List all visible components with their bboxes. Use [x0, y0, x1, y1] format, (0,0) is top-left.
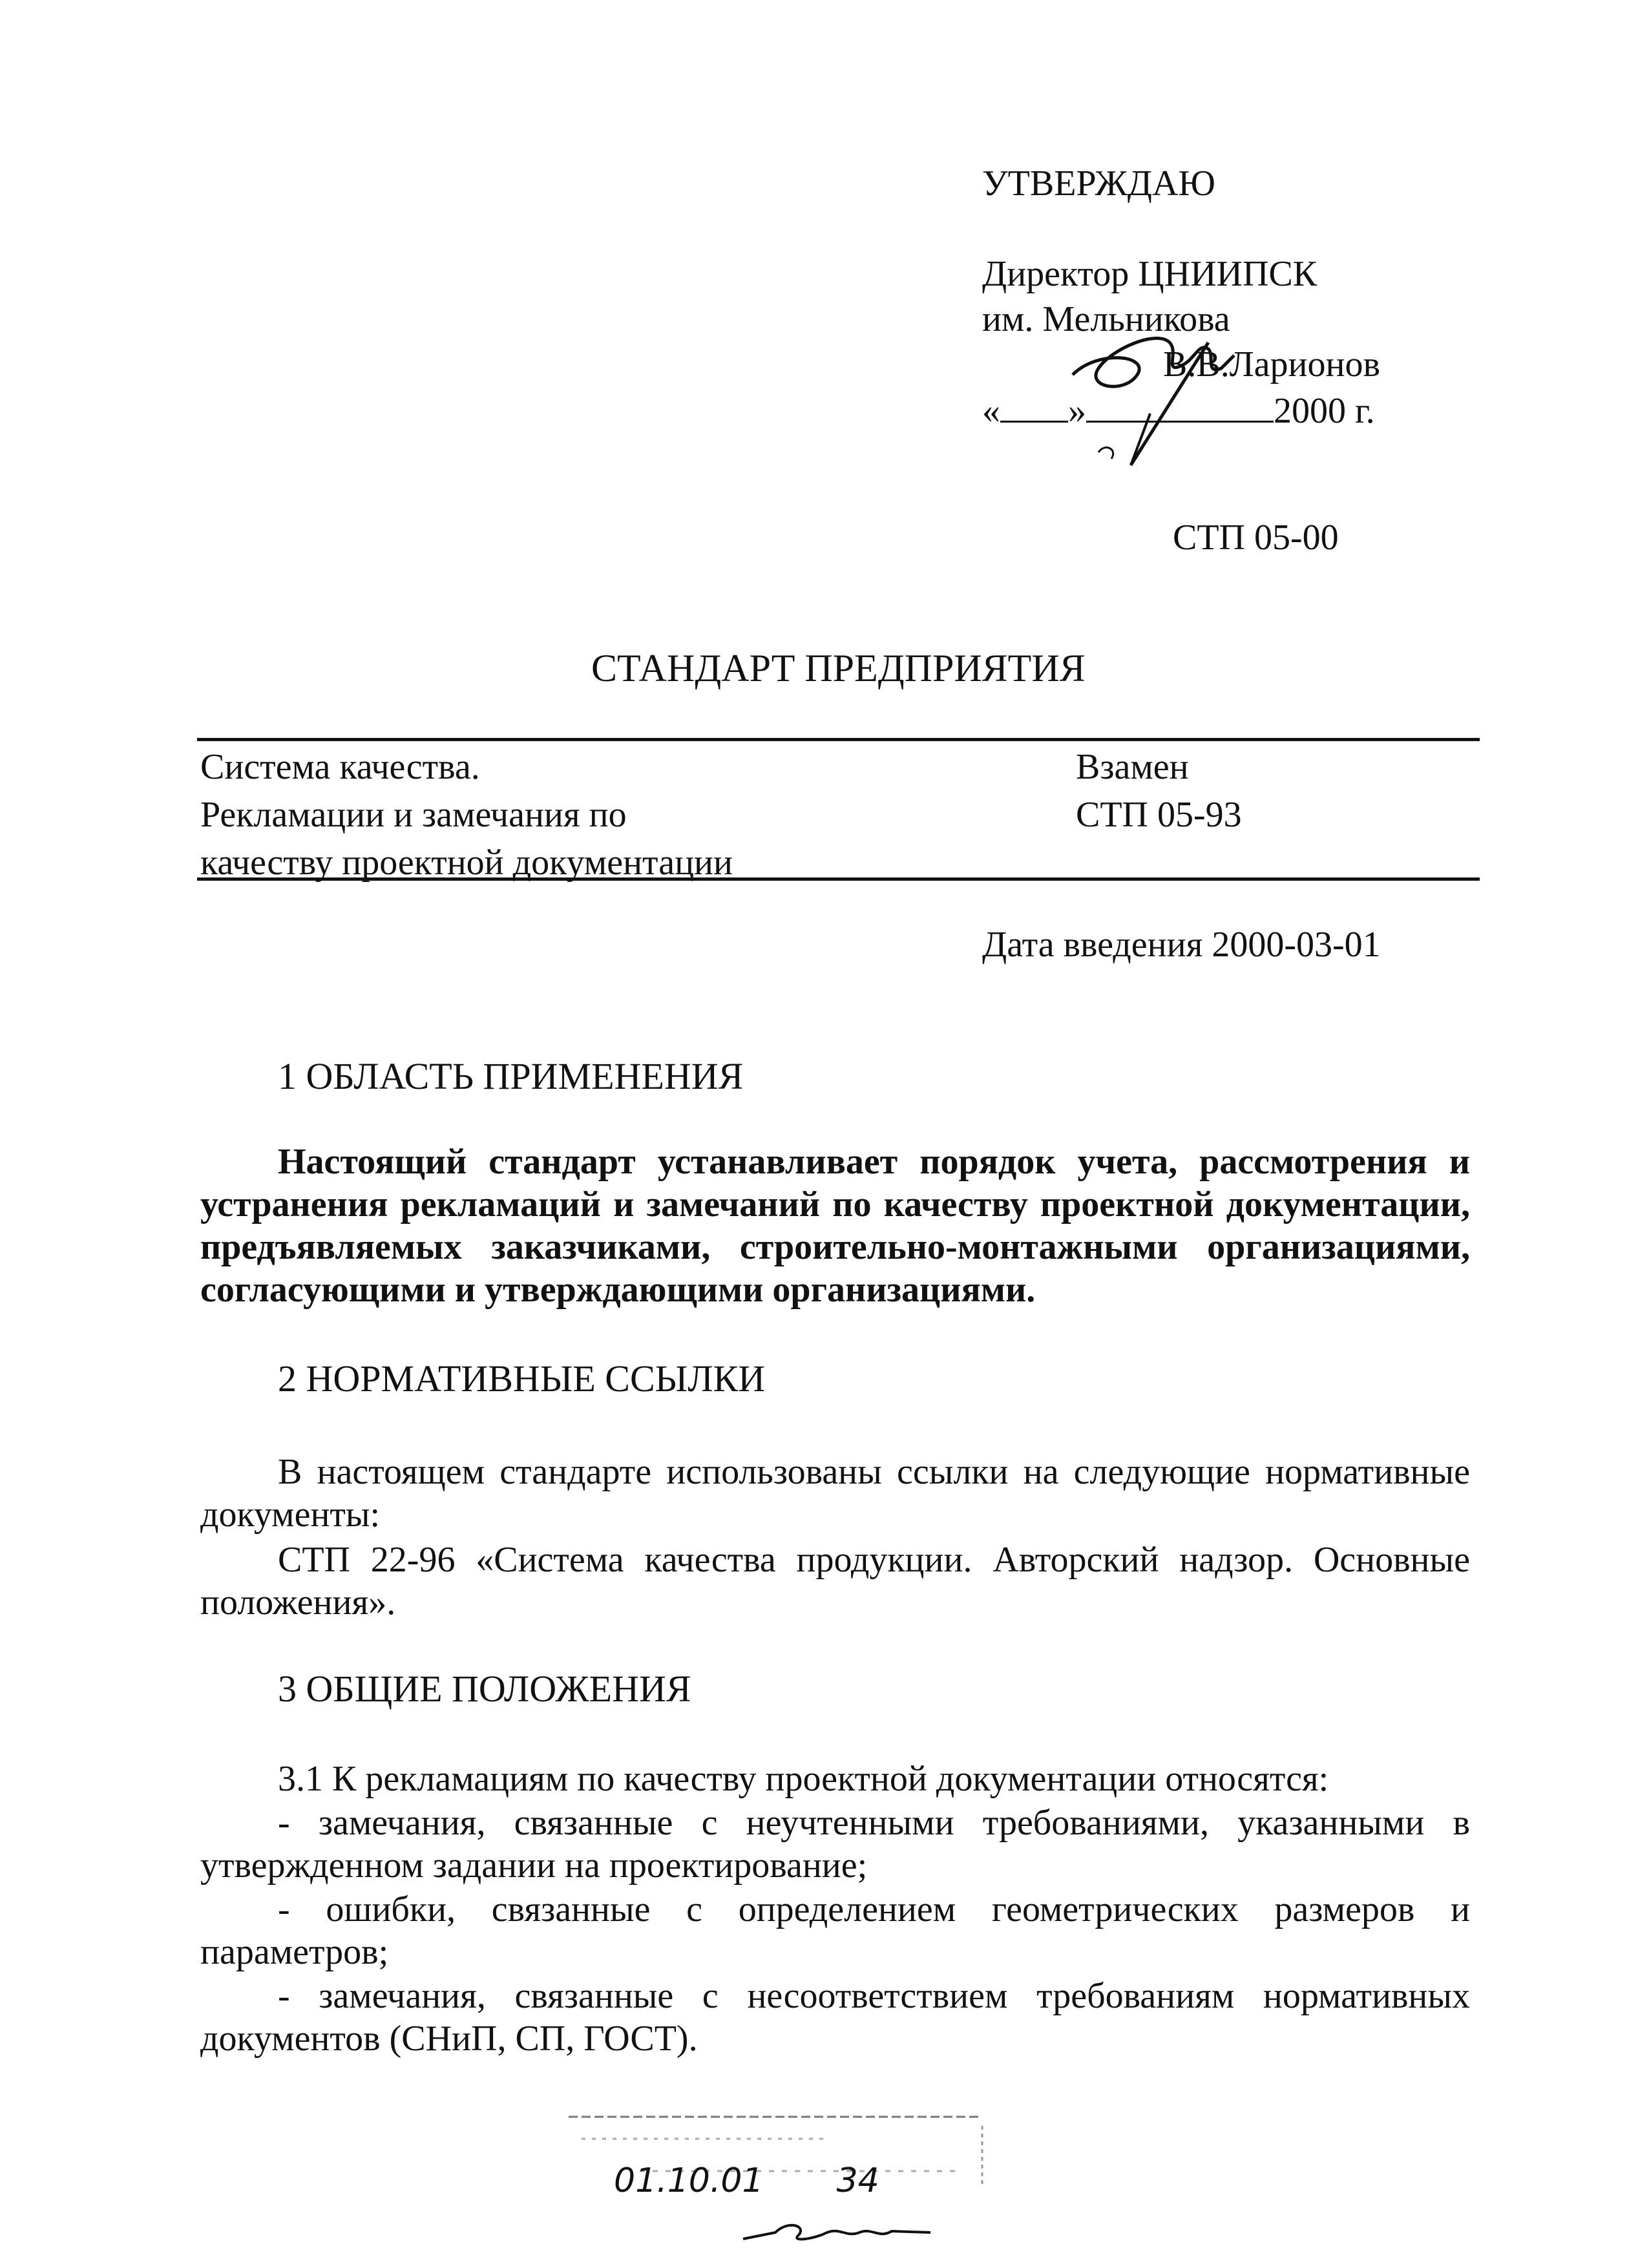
- replaces-code: СТП 05-93: [1076, 795, 1242, 835]
- section-3-heading: 3 ОБЩИЕ ПОЛОЖЕНИЯ: [278, 1668, 691, 1710]
- replaces-block: [1076, 743, 1242, 839]
- section-3-body: [200, 1758, 1470, 2060]
- handwritten-signature: [1060, 304, 1266, 472]
- section-1-body: [200, 1140, 1470, 1311]
- list-item: - замечания, связанные с неучтенными требованиями, указанными в утвержденном задании на проектирование;: [200, 1803, 1470, 1885]
- date-year: 2000 г.: [1274, 391, 1375, 431]
- section-2-body: [200, 1451, 1470, 1624]
- list-item: - замечания, связанные с несоответствием требованиям нормативных документов (СНиП, СП, ГОСТ).: [200, 1976, 1470, 2059]
- stamp-signature: [737, 2213, 943, 2252]
- section-1-heading: 1 ОБЛАСТЬ ПРИМЕНЕНИЯ: [278, 1055, 744, 1097]
- replaces-label: Взамен: [1076, 747, 1189, 787]
- section-2-text: В настоящем стандарте использованы ссылки на следующие нормативные документы:: [200, 1452, 1470, 1535]
- approval-heading: УТВЕРЖДАЮ: [982, 163, 1215, 204]
- document-code: СТП 05-00: [1173, 518, 1339, 558]
- approval-position-line2: им. Мельникова: [982, 299, 1230, 339]
- section-2-heading: 2 НОРМАТИВНЫЕ ССЫЛКИ: [278, 1358, 766, 1400]
- registration-stamp: [562, 2161, 989, 2258]
- subject-line3: качеству проектной документации: [200, 843, 733, 883]
- stamp-number: 34: [836, 2161, 879, 2200]
- list-item: - ошибки, связанные с определением геометрических размеров и параметров;: [200, 1889, 1470, 1972]
- section-2-reference: СТП 22-96 «Система качества продукции. Авторский надзор. Основные положения».: [200, 1540, 1470, 1622]
- stamp-date: 01.10.01: [614, 2161, 764, 2200]
- top-rule: [197, 738, 1480, 741]
- introduction-date: Дата введения 2000-03-01: [982, 925, 1381, 965]
- subject-block: [200, 743, 733, 887]
- subject-line2: Рекламации и замечания по: [200, 795, 627, 835]
- subject-line1: Система качества.: [200, 747, 480, 787]
- section-3-text: 3.1 К рекламациям по качеству проектной документации относятся:: [278, 1759, 1329, 1799]
- date-open-quote: «: [982, 391, 1000, 431]
- approval-position-line1: Директор ЦНИИПСК: [982, 254, 1318, 294]
- section-1-text: Настоящий стандарт устанавливает порядок учета, рассмотрения и устранения рекламаций и замечаний по качеству проектной документации, предъявляемых заказчиками, строительно-монтажными организациями, согласующими и утверждающими организациями.: [200, 1142, 1470, 1310]
- document-title: СТАНДАРТ ПРЕДПРИЯТИЯ: [591, 647, 1086, 689]
- date-close-quote: »: [1068, 391, 1086, 431]
- approver-name: В.В.Ларионов: [1163, 344, 1380, 384]
